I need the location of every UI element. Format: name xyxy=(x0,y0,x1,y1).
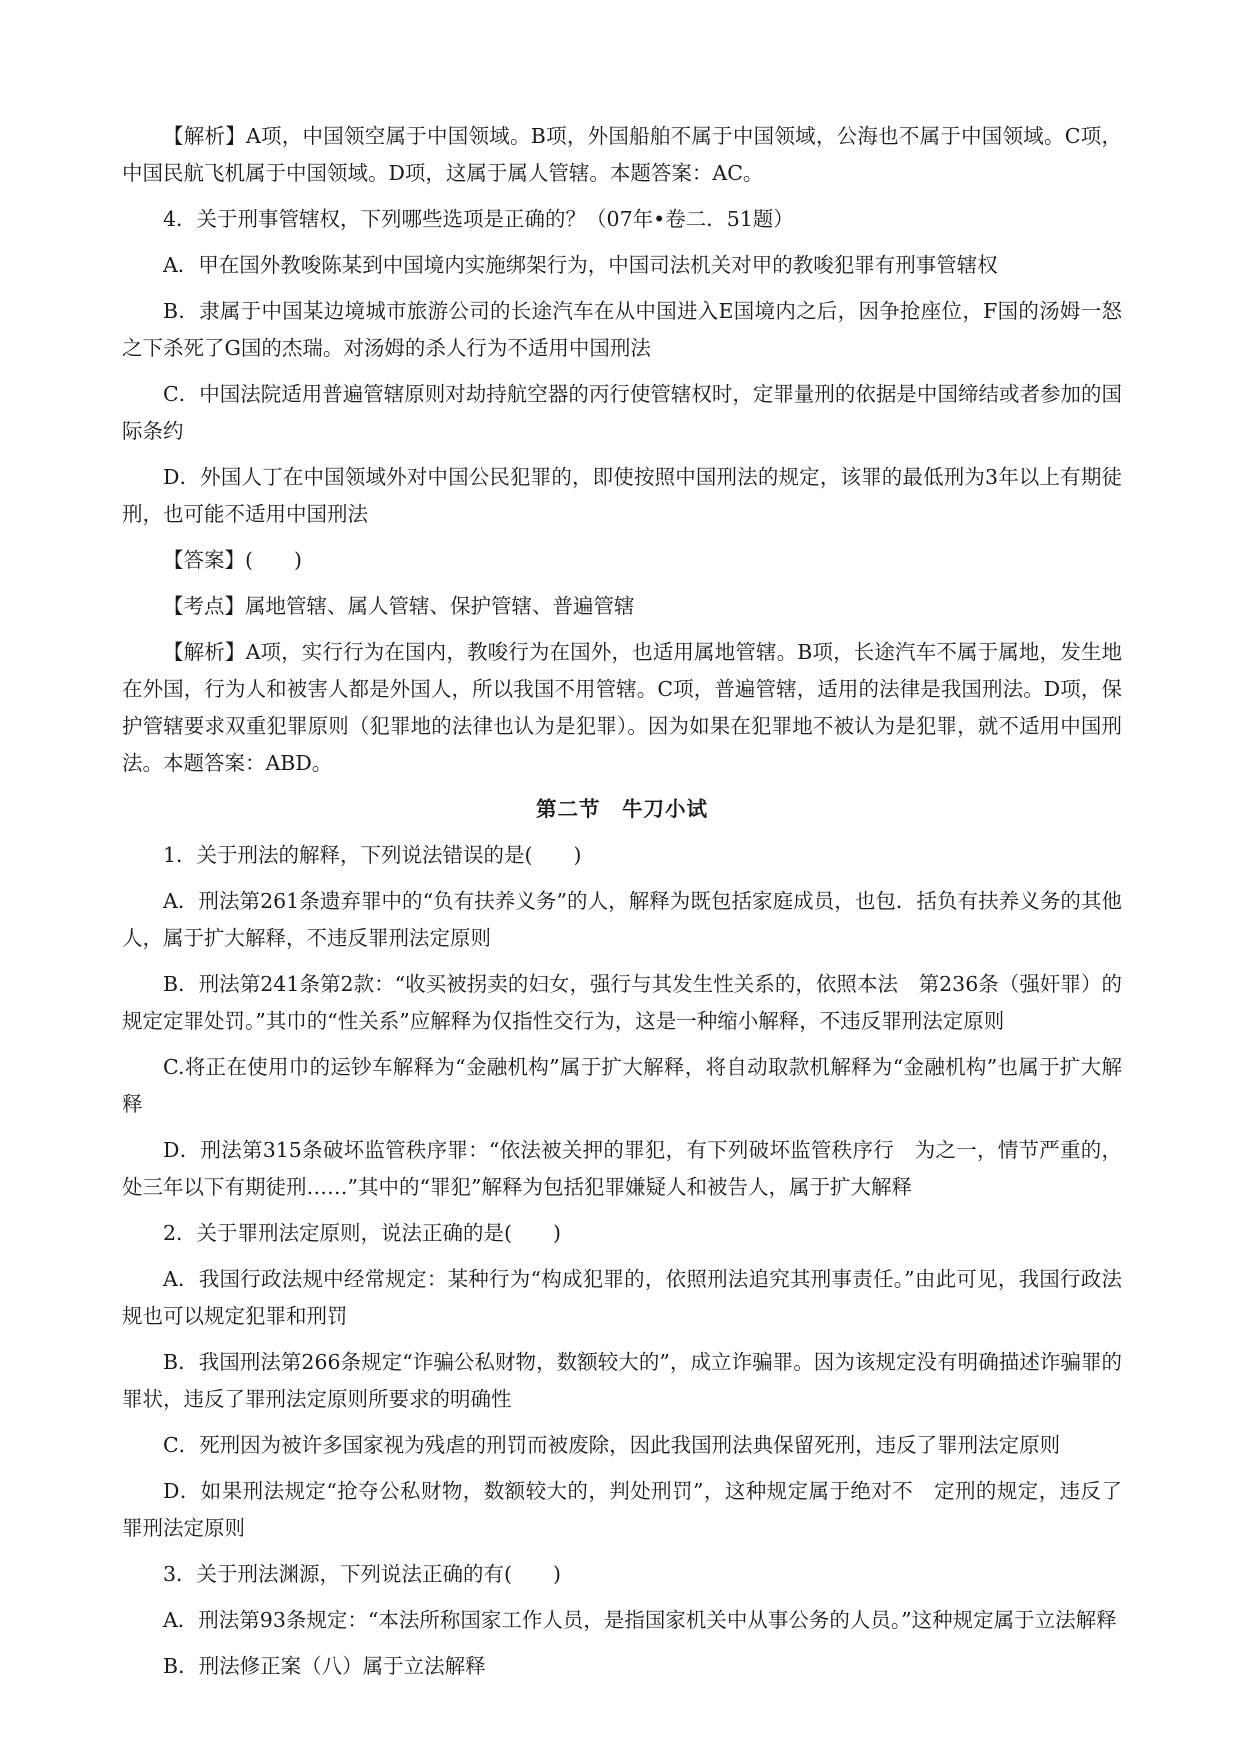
section-heading: 第二节 牛刀小试 xyxy=(536,797,708,821)
analysis-paragraph-q3: 【解析】A项，中国领空属于中国领域。B项，外国船舶不属于中国领域，公海也不属于中国领域。C项，中国民航飞机属于中国领域。D项，这属于属人管辖。本题答案：AC。 xyxy=(122,124,1122,185)
practice-q1-option-d: D．刑法第315条破坏监管秩序罪：“依法被关押的罪犯，有下列破坏监管秩序行 为之一，情节严重的，处三年以下有期徒刑……”其中的“罪犯”解释为包括犯罪嫌疑人和被告人，属于扩大解释 xyxy=(122,1138,1122,1199)
practice-q1-option-a: A．刑法第261条遗弃罪中的“负有扶养义务”的人，解释为既包括家庭成员，也包．括负有扶养义务的其他人，属于扩大解释，不违反罪刑法定原则 xyxy=(122,889,1122,950)
question-4-key-points: 【考点】属地管辖、属人管辖、保护管辖、普遍管辖 xyxy=(163,594,635,618)
question-4-option-c: C．中国法院适用普遍管辖原则对劫持航空器的丙行使管辖权时，定罪量刑的依据是中国缔结或者参加的国际条约 xyxy=(122,382,1122,443)
practice-q3-stem: 3．关于刑法渊源，下列说法正确的有( ) xyxy=(163,1562,562,1586)
question-4-option-b: B．隶属于中国某边境城市旅游公司的长途汽车在从中国进入E国境内之后，因争抢座位，F国的汤姆一怒之下杀死了G国的杰瑞。对汤姆的杀人行为不适用中国刑法 xyxy=(122,299,1122,360)
practice-q2-option-b: B．我国刑法第266条规定“诈骗公私财物，数额较大的”，成立诈骗罪。因为该规定没有明确描述诈骗罪的罪状，违反了罪刑法定原则所要求的明确性 xyxy=(122,1350,1122,1411)
question-4-analysis: 【解析】A项，实行行为在国内，教唆行为在国外，也适用属地管辖。B项，长途汽车不属于属地，发生地在外国，行为人和被害人都是外国人，所以我国不用管辖。C项，普遍管辖，适用的法律是我国刑法。D项，保护管辖要求双重犯罪原则（犯罪地的法律也认为是犯罪）。因为如果在犯罪地不被认为是犯罪，就不适用中国刑法。本题答案：ABD。 xyxy=(122,640,1122,775)
practice-q1-option-c: C.将正在使用巾的运钞车解释为“金融机构”属于扩大解释，将自动取款机解释为“金融机构”也属于扩大解释 xyxy=(122,1055,1122,1116)
practice-q2-option-c: C．死刑因为被许多国家视为残虐的刑罚而被废除，因此我国刑法典保留死刑，违反了罪刑法定原则 xyxy=(163,1433,1061,1457)
practice-q2-stem: 2．关于罪刑法定原则，说法正确的是( ) xyxy=(163,1221,562,1245)
document-page xyxy=(122,118,1122,1694)
practice-q2-option-a: A．我国行政法规中经常规定：某种行为“构成犯罪的，依照刑法追究其刑事责任。”由此可见，我国行政法规也可以规定犯罪和刑罚 xyxy=(122,1267,1122,1328)
question-4-option-a: A．甲在国外教唆陈某到中国境内实施绑架行为，中国司法机关对甲的教唆犯罪有刑事管辖权 xyxy=(163,253,998,277)
practice-q1-stem: 1．关于刑法的解释，下列说法错误的是( ) xyxy=(163,843,582,867)
practice-q3-option-b: B．刑法修正案（八）属于立法解释 xyxy=(163,1654,486,1678)
question-4-option-d: D．外国人丁在中国领域外对中国公民犯罪的，即使按照中国刑法的规定，该罪的最低刑为3年以上有期徒刑，也可能不适用中国刑法 xyxy=(122,465,1122,526)
practice-q3-option-a: A．刑法第93条规定：“本法所称国家工作人员，是指国家机关中从事公务的人员。”这种规定属于立法解释 xyxy=(163,1608,1117,1632)
practice-q2-option-d: D．如果刑法规定“抢夺公私财物，数额较大的，判处刑罚”，这种规定属于绝对不 定刑的规定，违反了罪刑法定原则 xyxy=(122,1479,1122,1540)
question-4-answer: 【答案】( ) xyxy=(163,548,302,572)
practice-q1-option-b: B．刑法第241条第2款：“收买被拐卖的妇女，强行与其发生性关系的，依照本法 第236条（强奸罪）的规定定罪处罚。”其巾的“性关系”应解释为仅指性交行为，这是一种缩小解释，不违反罪刑法定原则 xyxy=(122,972,1122,1033)
question-4-stem: 4．关于刑事管辖权，下列哪些选项是正确的？（07年•卷二．51题） xyxy=(163,207,794,231)
